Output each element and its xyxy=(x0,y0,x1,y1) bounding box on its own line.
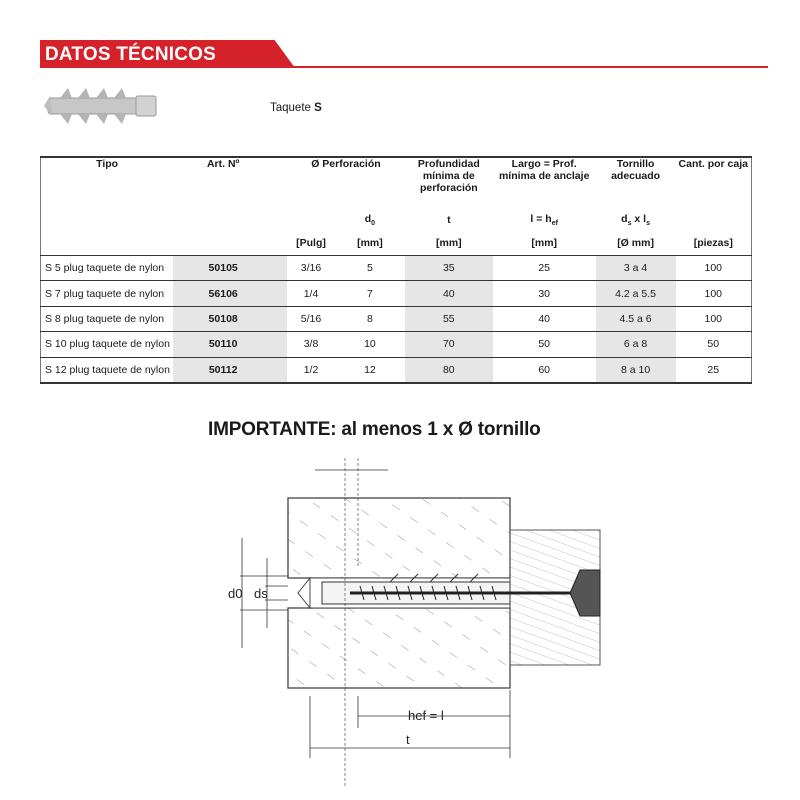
header-row xyxy=(41,157,752,209)
symbol-row xyxy=(41,209,752,231)
table-row: S 8 plug taquete de nylon 50108 5/16 8 55 40 4.5 a 6 100 xyxy=(41,306,752,331)
product-caption: Taquete S xyxy=(270,102,322,114)
plug-icon xyxy=(40,86,160,126)
table-row: S 10 plug taquete de nylon 50110 3/8 10 70 50 6 a 8 50 xyxy=(41,332,752,357)
unit-pulg: [Pulg] xyxy=(287,231,335,256)
col-perforacion: Ø Perforación xyxy=(311,158,381,170)
unit-row xyxy=(41,231,752,256)
installation-diagram xyxy=(210,458,610,798)
symbol-d0: $d_0$ xyxy=(364,212,376,228)
unit-mm: [mm] xyxy=(335,231,405,256)
col-tipo: Tipo xyxy=(96,158,119,170)
label-d0: d0 xyxy=(228,586,243,601)
symbol-t: t xyxy=(447,214,451,226)
table-row: S 7 plug taquete de nylon 56106 1/4 7 40 30 4.2 a 5.5 100 xyxy=(41,281,752,306)
wall-block-bottom xyxy=(288,608,510,688)
important-note: IMPORTANTE: al menos 1 x Ø tornillo xyxy=(208,419,541,440)
table-row: S 12 plug taquete de nylon 50112 1/2 12 80 60 8 a 10 25 xyxy=(41,357,752,383)
unit-o-mm: [Ø mm] xyxy=(596,231,676,256)
col-tornillo: Tornillo adecuado xyxy=(611,158,661,182)
symbol-ds: $d_s$ x $l_s$ xyxy=(621,212,650,228)
col-largo: Largo = Prof. mínima de anclaje xyxy=(498,158,590,182)
spec-table xyxy=(40,156,752,384)
col-profundidad: Profundidad mínima de perforación xyxy=(417,158,480,194)
unit-piezas: [piezas] xyxy=(676,231,752,256)
col-art: Art. Nº xyxy=(206,158,240,170)
unit-mm-l: [mm] xyxy=(493,231,596,256)
unit-mm-t: [mm] xyxy=(405,231,493,256)
section-title: DATOS TÉCNICOS xyxy=(45,44,216,65)
table-row: S 5 plug taquete de nylon 50105 3/16 5 35 25 3 a 4 100 xyxy=(41,256,752,281)
col-cant: Cant. por caja xyxy=(678,158,748,170)
wall-block-top xyxy=(288,498,510,578)
label-ds: ds xyxy=(254,586,268,601)
symbol-l: $l = h_{ef}$ xyxy=(530,212,558,228)
label-hef: hef = l xyxy=(408,708,444,723)
label-t: t xyxy=(406,732,410,747)
